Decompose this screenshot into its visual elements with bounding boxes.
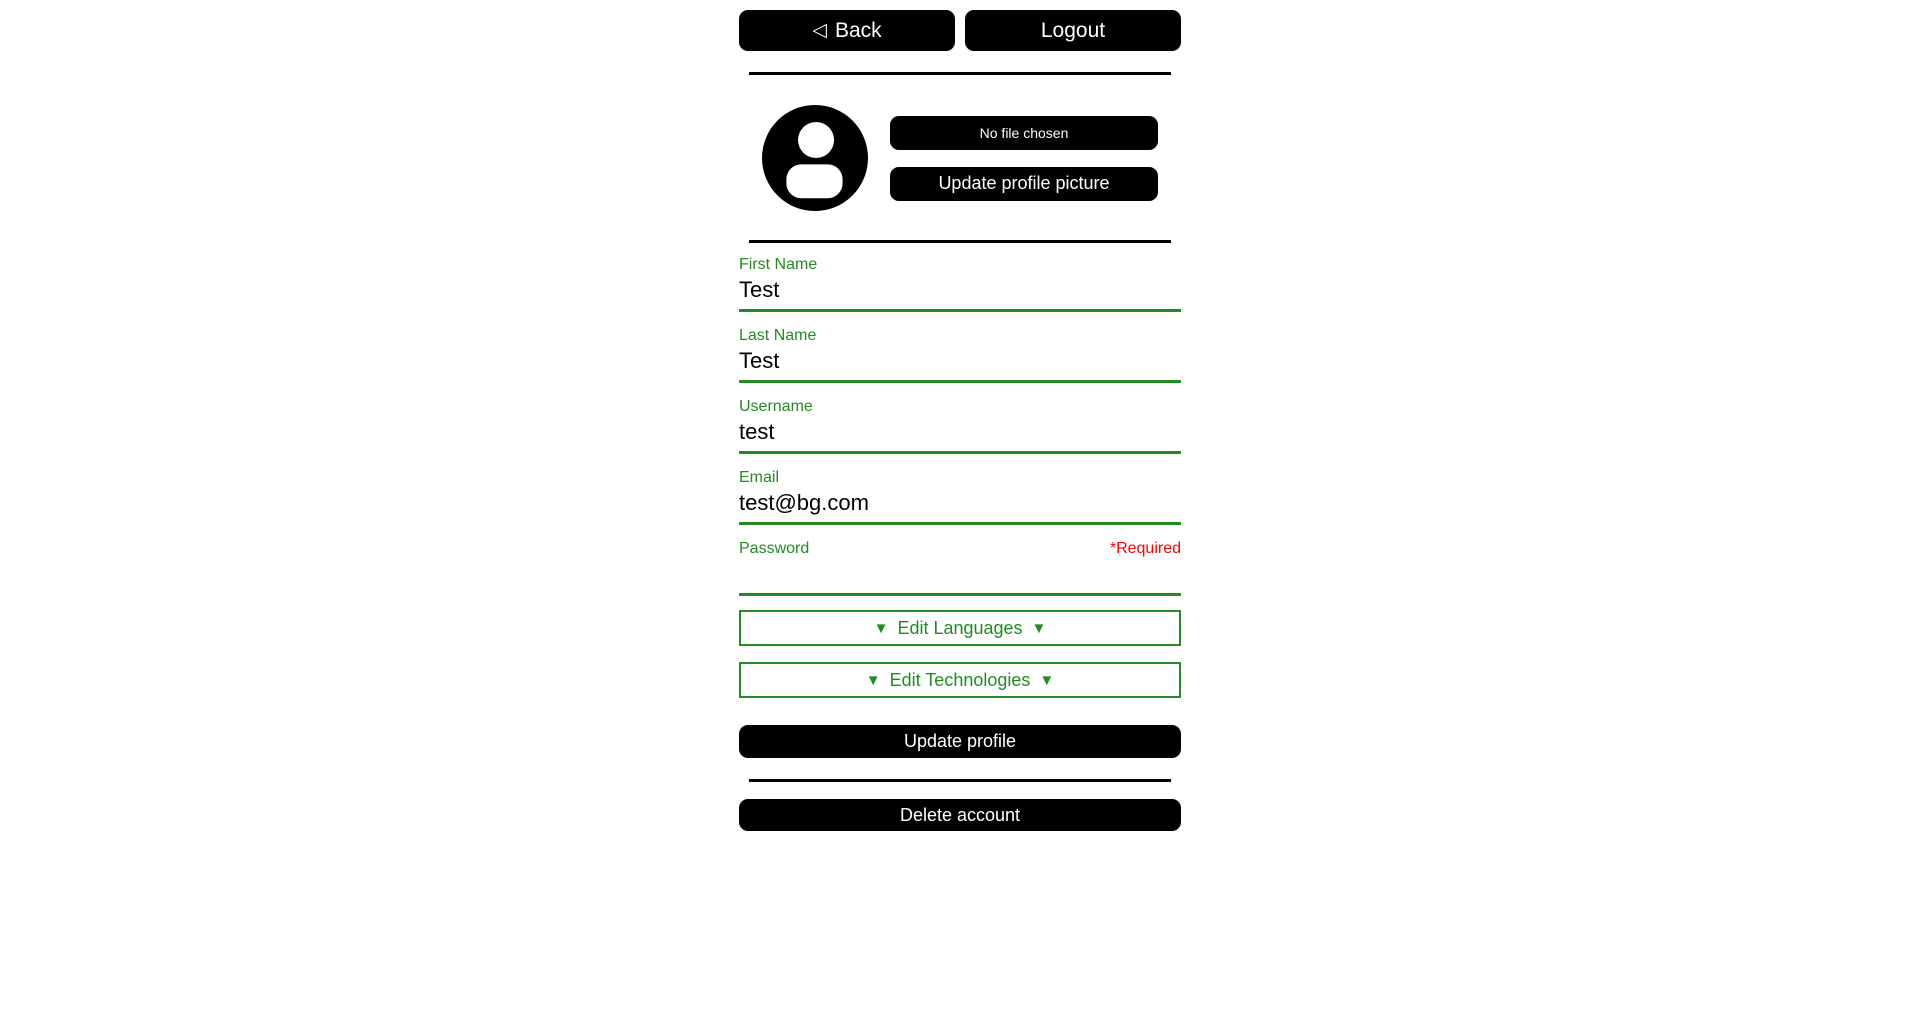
back-button-label: Back [834, 18, 882, 42]
profile-picture-section [739, 105, 1181, 211]
username-field [739, 397, 1181, 454]
username-input[interactable] [739, 416, 1181, 451]
edit-technologies-label: Edit Technologies [889, 669, 1031, 690]
update-profile-label: Update profile [903, 731, 1017, 751]
delete-account-button[interactable] [739, 799, 1181, 831]
avatar [762, 105, 868, 211]
chevron-down-icon: ▼ [1031, 619, 1047, 637]
first-name-input[interactable] [739, 274, 1181, 309]
edit-technologies-button[interactable] [739, 662, 1181, 698]
person-circle-icon [762, 105, 868, 211]
profile-page [739, 0, 1181, 831]
first-name-label: First Name [739, 256, 818, 273]
back-button[interactable] [739, 10, 955, 51]
username-label: Username [739, 398, 813, 415]
password-field [739, 539, 1181, 596]
update-picture-button[interactable] [890, 167, 1158, 201]
divider [749, 240, 1171, 243]
chevron-down-icon: ▼ [1039, 671, 1055, 689]
email-field [739, 468, 1181, 525]
divider [749, 779, 1171, 782]
chevron-down-icon: ▼ [873, 619, 889, 637]
divider [749, 72, 1171, 75]
required-note: *Required [1109, 540, 1181, 557]
logout-button[interactable] [965, 10, 1181, 51]
password-input[interactable] [739, 558, 1181, 593]
last-name-input[interactable] [739, 345, 1181, 380]
chevron-down-icon: ▼ [865, 671, 881, 689]
update-picture-label: Update profile picture [938, 173, 1110, 193]
edit-languages-button[interactable] [739, 610, 1181, 646]
profile-form [739, 255, 1181, 831]
email-label: Email [739, 469, 780, 486]
update-profile-button[interactable] [739, 725, 1181, 758]
picture-buttons [890, 116, 1158, 201]
file-input-button[interactable] [890, 116, 1158, 150]
logout-button-label: Logout [1040, 18, 1106, 42]
delete-account-label: Delete account [899, 804, 1021, 825]
password-label: Password [739, 540, 810, 557]
email-input[interactable] [739, 487, 1181, 522]
back-icon: ◁ [812, 20, 827, 41]
edit-languages-label: Edit Languages [897, 617, 1023, 638]
topbar [739, 0, 1181, 51]
first-name-field [739, 255, 1181, 312]
file-input-label: No file chosen [979, 124, 1069, 141]
last-name-field [739, 326, 1181, 383]
password-label-row [739, 539, 1181, 558]
last-name-label: Last Name [739, 327, 817, 344]
